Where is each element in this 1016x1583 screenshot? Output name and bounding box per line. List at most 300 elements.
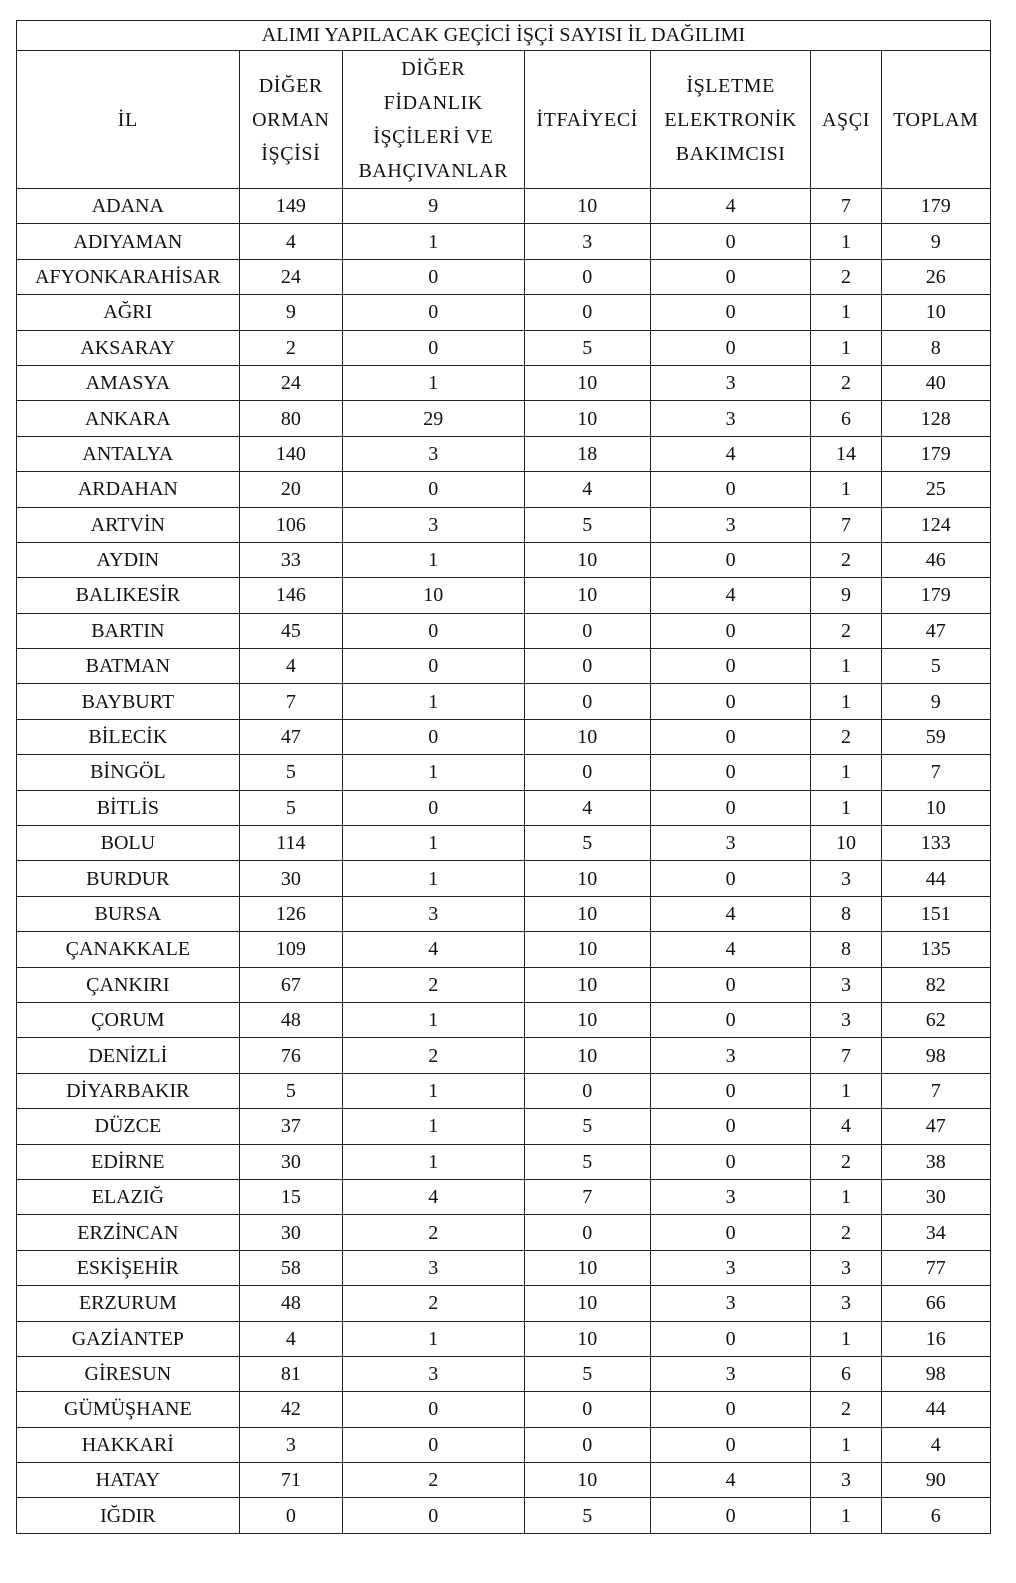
table-body	[17, 189, 991, 1534]
il-cell: BATMAN	[17, 649, 240, 684]
diger-fidanlik-cell: 2	[342, 1215, 524, 1250]
toplam-cell: 82	[881, 967, 990, 1002]
header-il	[17, 51, 240, 189]
isletme-elektronik-cell: 0	[650, 861, 810, 896]
toplam-cell: 98	[881, 1038, 990, 1073]
diger-orman-iscisi-cell: 24	[239, 365, 342, 400]
isletme-elektronik-cell: 4	[650, 896, 810, 931]
isletme-elektronik-cell: 0	[650, 684, 810, 719]
itfaiyeci-cell: 10	[524, 1321, 650, 1356]
diger-orman-iscisi-cell: 140	[239, 436, 342, 471]
diger-orman-iscisi-cell: 48	[239, 1002, 342, 1037]
table-row	[17, 755, 991, 790]
il-cell: ADANA	[17, 189, 240, 224]
il-cell: AMASYA	[17, 365, 240, 400]
itfaiyeci-cell: 0	[524, 1215, 650, 1250]
isletme-elektronik-cell: 3	[650, 1179, 810, 1214]
table-row	[17, 1392, 991, 1427]
isletme-elektronik-cell: 0	[650, 1215, 810, 1250]
isletme-elektronik-cell: 0	[650, 1392, 810, 1427]
diger-orman-iscisi-cell: 146	[239, 578, 342, 613]
itfaiyeci-cell: 10	[524, 542, 650, 577]
diger-fidanlik-cell: 10	[342, 578, 524, 613]
itfaiyeci-cell: 0	[524, 613, 650, 648]
asci-cell: 1	[811, 1498, 881, 1533]
toplam-cell: 7	[881, 755, 990, 790]
diger-orman-iscisi-cell: 71	[239, 1463, 342, 1498]
isletme-elektronik-cell: 3	[650, 1250, 810, 1285]
il-cell: HATAY	[17, 1463, 240, 1498]
asci-cell: 1	[811, 649, 881, 684]
isletme-elektronik-cell: 0	[650, 295, 810, 330]
table-row	[17, 578, 991, 613]
diger-fidanlik-cell: 1	[342, 1144, 524, 1179]
table-row	[17, 790, 991, 825]
il-cell: BİTLİS	[17, 790, 240, 825]
diger-orman-iscisi-cell: 126	[239, 896, 342, 931]
toplam-cell: 16	[881, 1321, 990, 1356]
itfaiyeci-cell: 10	[524, 1286, 650, 1321]
itfaiyeci-cell: 0	[524, 649, 650, 684]
diger-fidanlik-cell: 1	[342, 365, 524, 400]
isletme-elektronik-cell: 0	[650, 330, 810, 365]
asci-cell: 2	[811, 259, 881, 294]
isletme-elektronik-cell: 0	[650, 259, 810, 294]
toplam-cell: 26	[881, 259, 990, 294]
il-cell: BALIKESİR	[17, 578, 240, 613]
isletme-elektronik-cell: 0	[650, 1427, 810, 1462]
diger-orman-iscisi-cell: 4	[239, 1321, 342, 1356]
table-row	[17, 1250, 991, 1285]
table-row	[17, 365, 991, 400]
itfaiyeci-cell: 0	[524, 684, 650, 719]
toplam-cell: 44	[881, 861, 990, 896]
itfaiyeci-cell: 10	[524, 189, 650, 224]
table-row	[17, 896, 991, 931]
itfaiyeci-cell: 5	[524, 507, 650, 542]
itfaiyeci-cell: 4	[524, 790, 650, 825]
il-cell: EDİRNE	[17, 1144, 240, 1179]
diger-fidanlik-cell: 4	[342, 932, 524, 967]
toplam-cell: 77	[881, 1250, 990, 1285]
toplam-cell: 7	[881, 1073, 990, 1108]
il-cell: GAZİANTEP	[17, 1321, 240, 1356]
toplam-cell: 47	[881, 1109, 990, 1144]
table-row	[17, 295, 991, 330]
diger-fidanlik-cell: 3	[342, 507, 524, 542]
itfaiyeci-cell: 5	[524, 1356, 650, 1391]
itfaiyeci-cell: 5	[524, 1498, 650, 1533]
diger-orman-iscisi-cell: 76	[239, 1038, 342, 1073]
diger-orman-iscisi-cell: 3	[239, 1427, 342, 1462]
table-row	[17, 1002, 991, 1037]
diger-fidanlik-cell: 0	[342, 1392, 524, 1427]
diger-fidanlik-cell: 1	[342, 1002, 524, 1037]
itfaiyeci-cell: 10	[524, 578, 650, 613]
column-header-row	[17, 51, 991, 189]
table-row	[17, 330, 991, 365]
il-cell: ARDAHAN	[17, 472, 240, 507]
asci-cell: 1	[811, 790, 881, 825]
itfaiyeci-cell: 10	[524, 896, 650, 931]
table-row	[17, 1286, 991, 1321]
il-cell: ARTVİN	[17, 507, 240, 542]
column-header-line: İTFAİYECİ	[536, 108, 639, 131]
worker-distribution-table	[16, 20, 991, 1534]
il-cell: BAYBURT	[17, 684, 240, 719]
asci-cell: 1	[811, 330, 881, 365]
diger-fidanlik-cell: 2	[342, 1286, 524, 1321]
toplam-cell: 34	[881, 1215, 990, 1250]
table-row	[17, 932, 991, 967]
isletme-elektronik-cell: 0	[650, 1498, 810, 1533]
toplam-cell: 179	[881, 189, 990, 224]
il-cell: ÇORUM	[17, 1002, 240, 1037]
diger-fidanlik-cell: 0	[342, 1498, 524, 1533]
isletme-elektronik-cell: 0	[650, 1321, 810, 1356]
diger-orman-iscisi-cell: 2	[239, 330, 342, 365]
il-cell: ÇANAKKALE	[17, 932, 240, 967]
isletme-elektronik-cell: 0	[650, 1144, 810, 1179]
toplam-cell: 4	[881, 1427, 990, 1462]
itfaiyeci-cell: 5	[524, 826, 650, 861]
table-row	[17, 967, 991, 1002]
table-row	[17, 224, 991, 259]
table-row	[17, 861, 991, 896]
asci-cell: 14	[811, 436, 881, 471]
il-cell: AYDIN	[17, 542, 240, 577]
isletme-elektronik-cell: 0	[650, 719, 810, 754]
diger-fidanlik-cell: 1	[342, 755, 524, 790]
diger-fidanlik-cell: 0	[342, 472, 524, 507]
itfaiyeci-cell: 10	[524, 1250, 650, 1285]
diger-orman-iscisi-cell: 47	[239, 719, 342, 754]
itfaiyeci-cell: 4	[524, 472, 650, 507]
isletme-elektronik-cell: 0	[650, 1109, 810, 1144]
itfaiyeci-cell: 0	[524, 755, 650, 790]
il-cell: BİLECİK	[17, 719, 240, 754]
diger-orman-iscisi-cell: 15	[239, 1179, 342, 1214]
asci-cell: 3	[811, 1002, 881, 1037]
asci-cell: 2	[811, 1144, 881, 1179]
header-diger-orman-iscisi	[239, 51, 342, 189]
toplam-cell: 179	[881, 436, 990, 471]
itfaiyeci-cell: 0	[524, 295, 650, 330]
table-row	[17, 1144, 991, 1179]
diger-orman-iscisi-cell: 149	[239, 189, 342, 224]
asci-cell: 6	[811, 1356, 881, 1391]
diger-orman-iscisi-cell: 30	[239, 1215, 342, 1250]
table-row	[17, 719, 991, 754]
table-row	[17, 684, 991, 719]
diger-orman-iscisi-cell: 20	[239, 472, 342, 507]
itfaiyeci-cell: 3	[524, 224, 650, 259]
diger-fidanlik-cell: 1	[342, 684, 524, 719]
diger-fidanlik-cell: 29	[342, 401, 524, 436]
itfaiyeci-cell: 10	[524, 719, 650, 754]
asci-cell: 2	[811, 1392, 881, 1427]
column-header-line: DİĞER	[401, 57, 466, 80]
column-header-line: İŞÇİLERİ VE	[373, 125, 494, 148]
diger-orman-iscisi-cell: 45	[239, 613, 342, 648]
diger-fidanlik-cell: 0	[342, 1427, 524, 1462]
diger-orman-iscisi-cell: 9	[239, 295, 342, 330]
itfaiyeci-cell: 5	[524, 1109, 650, 1144]
diger-fidanlik-cell: 1	[342, 861, 524, 896]
isletme-elektronik-cell: 0	[650, 472, 810, 507]
diger-orman-iscisi-cell: 24	[239, 259, 342, 294]
diger-fidanlik-cell: 3	[342, 1356, 524, 1391]
isletme-elektronik-cell: 0	[650, 224, 810, 259]
il-cell: DÜZCE	[17, 1109, 240, 1144]
diger-orman-iscisi-cell: 30	[239, 1144, 342, 1179]
il-cell: ANKARA	[17, 401, 240, 436]
itfaiyeci-cell: 0	[524, 1392, 650, 1427]
table-row	[17, 1073, 991, 1108]
asci-cell: 2	[811, 1215, 881, 1250]
asci-cell: 2	[811, 719, 881, 754]
il-cell: AFYONKARAHİSAR	[17, 259, 240, 294]
asci-cell: 8	[811, 896, 881, 931]
table-row	[17, 1463, 991, 1498]
isletme-elektronik-cell: 0	[650, 790, 810, 825]
itfaiyeci-cell: 7	[524, 1179, 650, 1214]
diger-orman-iscisi-cell: 7	[239, 684, 342, 719]
itfaiyeci-cell: 0	[524, 259, 650, 294]
header-itfaiyeci	[524, 51, 650, 189]
diger-orman-iscisi-cell: 67	[239, 967, 342, 1002]
table-row	[17, 1498, 991, 1533]
diger-fidanlik-cell: 1	[342, 1321, 524, 1356]
table-row	[17, 507, 991, 542]
asci-cell: 2	[811, 613, 881, 648]
header-diger-fidanlik-iscileri	[342, 51, 524, 189]
table-title: ALIMI YAPILACAK GEÇİCİ İŞÇİ SAYISI İL DAĞILIMI	[17, 21, 991, 51]
toplam-cell: 124	[881, 507, 990, 542]
toplam-cell: 30	[881, 1179, 990, 1214]
diger-fidanlik-cell: 4	[342, 1179, 524, 1214]
column-header-line: İŞLETME	[686, 74, 775, 97]
table-row	[17, 259, 991, 294]
header-isletme-elektronik-bakimcisi	[650, 51, 810, 189]
diger-orman-iscisi-cell: 80	[239, 401, 342, 436]
itfaiyeci-cell: 0	[524, 1073, 650, 1108]
il-cell: ESKİŞEHİR	[17, 1250, 240, 1285]
diger-orman-iscisi-cell: 5	[239, 1073, 342, 1108]
isletme-elektronik-cell: 0	[650, 1002, 810, 1037]
column-header-line: DİĞER	[258, 74, 323, 97]
table-row	[17, 1215, 991, 1250]
isletme-elektronik-cell: 3	[650, 365, 810, 400]
diger-orman-iscisi-cell: 4	[239, 224, 342, 259]
toplam-cell: 66	[881, 1286, 990, 1321]
isletme-elektronik-cell: 0	[650, 1073, 810, 1108]
il-cell: ADIYAMAN	[17, 224, 240, 259]
isletme-elektronik-cell: 0	[650, 649, 810, 684]
toplam-cell: 25	[881, 472, 990, 507]
diger-orman-iscisi-cell: 33	[239, 542, 342, 577]
toplam-cell: 10	[881, 790, 990, 825]
column-header-line: BAKIMCISI	[675, 142, 786, 165]
toplam-cell: 6	[881, 1498, 990, 1533]
diger-orman-iscisi-cell: 0	[239, 1498, 342, 1533]
itfaiyeci-cell: 18	[524, 436, 650, 471]
il-cell: GÜMÜŞHANE	[17, 1392, 240, 1427]
diger-fidanlik-cell: 0	[342, 330, 524, 365]
column-header-line: TOPLAM	[893, 108, 979, 131]
il-cell: IĞDIR	[17, 1498, 240, 1533]
diger-orman-iscisi-cell: 37	[239, 1109, 342, 1144]
isletme-elektronik-cell: 3	[650, 401, 810, 436]
isletme-elektronik-cell: 3	[650, 1286, 810, 1321]
il-cell: DİYARBAKIR	[17, 1073, 240, 1108]
diger-orman-iscisi-cell: 5	[239, 790, 342, 825]
toplam-cell: 9	[881, 224, 990, 259]
table-row	[17, 1038, 991, 1073]
table-row	[17, 436, 991, 471]
il-cell: GİRESUN	[17, 1356, 240, 1391]
toplam-cell: 133	[881, 826, 990, 861]
itfaiyeci-cell: 5	[524, 1144, 650, 1179]
toplam-cell: 10	[881, 295, 990, 330]
toplam-cell: 128	[881, 401, 990, 436]
asci-cell: 1	[811, 295, 881, 330]
toplam-cell: 8	[881, 330, 990, 365]
il-cell: BOLU	[17, 826, 240, 861]
toplam-cell: 62	[881, 1002, 990, 1037]
diger-fidanlik-cell: 0	[342, 613, 524, 648]
diger-fidanlik-cell: 0	[342, 259, 524, 294]
itfaiyeci-cell: 10	[524, 861, 650, 896]
il-cell: ERZURUM	[17, 1286, 240, 1321]
asci-cell: 1	[811, 1073, 881, 1108]
toplam-cell: 44	[881, 1392, 990, 1427]
table-row	[17, 542, 991, 577]
isletme-elektronik-cell: 3	[650, 507, 810, 542]
asci-cell: 7	[811, 507, 881, 542]
isletme-elektronik-cell: 0	[650, 755, 810, 790]
toplam-cell: 98	[881, 1356, 990, 1391]
diger-fidanlik-cell: 1	[342, 826, 524, 861]
toplam-cell: 179	[881, 578, 990, 613]
diger-orman-iscisi-cell: 42	[239, 1392, 342, 1427]
il-cell: BURSA	[17, 896, 240, 931]
asci-cell: 3	[811, 967, 881, 1002]
diger-orman-iscisi-cell: 114	[239, 826, 342, 861]
diger-fidanlik-cell: 0	[342, 649, 524, 684]
asci-cell: 4	[811, 1109, 881, 1144]
asci-cell: 1	[811, 684, 881, 719]
asci-cell: 3	[811, 861, 881, 896]
diger-fidanlik-cell: 1	[342, 1073, 524, 1108]
toplam-cell: 90	[881, 1463, 990, 1498]
il-cell: ÇANKIRI	[17, 967, 240, 1002]
isletme-elektronik-cell: 0	[650, 967, 810, 1002]
table-row	[17, 472, 991, 507]
isletme-elektronik-cell: 4	[650, 189, 810, 224]
isletme-elektronik-cell: 3	[650, 826, 810, 861]
isletme-elektronik-cell: 4	[650, 436, 810, 471]
asci-cell: 3	[811, 1286, 881, 1321]
table-row	[17, 1109, 991, 1144]
column-header-line: İŞÇİSİ	[261, 142, 321, 165]
asci-cell: 1	[811, 1427, 881, 1462]
itfaiyeci-cell: 10	[524, 967, 650, 1002]
asci-cell: 3	[811, 1250, 881, 1285]
toplam-cell: 5	[881, 649, 990, 684]
il-cell: AKSARAY	[17, 330, 240, 365]
diger-orman-iscisi-cell: 30	[239, 861, 342, 896]
isletme-elektronik-cell: 0	[650, 613, 810, 648]
il-cell: HAKKARİ	[17, 1427, 240, 1462]
il-cell: ANTALYA	[17, 436, 240, 471]
diger-fidanlik-cell: 3	[342, 896, 524, 931]
il-cell: BURDUR	[17, 861, 240, 896]
itfaiyeci-cell: 10	[524, 932, 650, 967]
toplam-cell: 9	[881, 684, 990, 719]
diger-fidanlik-cell: 0	[342, 719, 524, 754]
il-cell: BİNGÖL	[17, 755, 240, 790]
isletme-elektronik-cell: 3	[650, 1356, 810, 1391]
diger-orman-iscisi-cell: 109	[239, 932, 342, 967]
toplam-cell: 59	[881, 719, 990, 754]
asci-cell: 6	[811, 401, 881, 436]
diger-fidanlik-cell: 9	[342, 189, 524, 224]
il-cell: AĞRI	[17, 295, 240, 330]
isletme-elektronik-cell: 0	[650, 542, 810, 577]
itfaiyeci-cell: 0	[524, 1427, 650, 1462]
column-header-line: BAHÇIVANLAR	[358, 159, 509, 182]
isletme-elektronik-cell: 4	[650, 578, 810, 613]
diger-fidanlik-cell: 2	[342, 967, 524, 1002]
table-row	[17, 826, 991, 861]
isletme-elektronik-cell: 4	[650, 1463, 810, 1498]
itfaiyeci-cell: 10	[524, 1002, 650, 1037]
diger-fidanlik-cell: 3	[342, 436, 524, 471]
diger-orman-iscisi-cell: 4	[239, 649, 342, 684]
asci-cell: 7	[811, 1038, 881, 1073]
header-asci	[811, 51, 881, 189]
table-row	[17, 189, 991, 224]
diger-fidanlik-cell: 1	[342, 224, 524, 259]
diger-orman-iscisi-cell: 58	[239, 1250, 342, 1285]
itfaiyeci-cell: 10	[524, 365, 650, 400]
toplam-cell: 47	[881, 613, 990, 648]
table-row	[17, 401, 991, 436]
asci-cell: 10	[811, 826, 881, 861]
table-row	[17, 1427, 991, 1462]
itfaiyeci-cell: 10	[524, 1463, 650, 1498]
diger-orman-iscisi-cell: 5	[239, 755, 342, 790]
asci-cell: 2	[811, 365, 881, 400]
toplam-cell: 151	[881, 896, 990, 931]
toplam-cell: 46	[881, 542, 990, 577]
diger-fidanlik-cell: 3	[342, 1250, 524, 1285]
diger-orman-iscisi-cell: 81	[239, 1356, 342, 1391]
diger-orman-iscisi-cell: 48	[239, 1286, 342, 1321]
table-row	[17, 649, 991, 684]
il-cell: ERZİNCAN	[17, 1215, 240, 1250]
toplam-cell: 38	[881, 1144, 990, 1179]
itfaiyeci-cell: 10	[524, 401, 650, 436]
asci-cell: 8	[811, 932, 881, 967]
diger-fidanlik-cell: 0	[342, 295, 524, 330]
itfaiyeci-cell: 10	[524, 1038, 650, 1073]
asci-cell: 3	[811, 1463, 881, 1498]
itfaiyeci-cell: 5	[524, 330, 650, 365]
diger-fidanlik-cell: 0	[342, 790, 524, 825]
table-row	[17, 1179, 991, 1214]
